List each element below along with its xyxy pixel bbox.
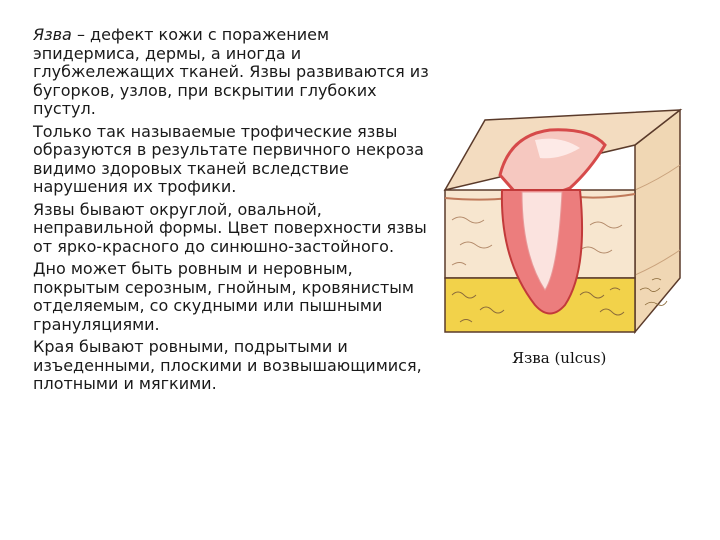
text-column [33, 26, 438, 398]
definition-text: – дефект кожи с поражением эпидермиса, дермы, а иногда и глубжележащих тканей. Язвы развиваются из бугорков, узлов, при вскрытии глубоких пустул. [33, 25, 429, 118]
paragraph-shape-color: Язвы бывают округлой, овальной, неправильной формы. Цвет поверхности язвы от ярко-красного до синюшно-застойного. [33, 199, 427, 256]
paragraph-edges: Края бывают ровными, подрытыми и изъеденными, плоскими и возвышающимися, плотными и мягкими. [33, 337, 422, 393]
skin-ulcer-cross-section-icon [440, 100, 690, 340]
paragraph-bottom: Дно может быть ровным и неровным, покрытым серозным, гнойным, кровянистым отделяемым, со скудными или пышными грануляциями. [33, 259, 414, 334]
ulcer-illustration [440, 100, 690, 340]
figure-caption: Язва (ulcus) [512, 349, 607, 367]
paragraph-definition [33, 26, 438, 119]
paragraph-trophic: Только так называемые трофические язвы образуются в результате первичного некроза видимо здоровых тканей вследствие нарушения их трофики. [33, 121, 424, 196]
term-yazva: Язва [33, 25, 72, 44]
